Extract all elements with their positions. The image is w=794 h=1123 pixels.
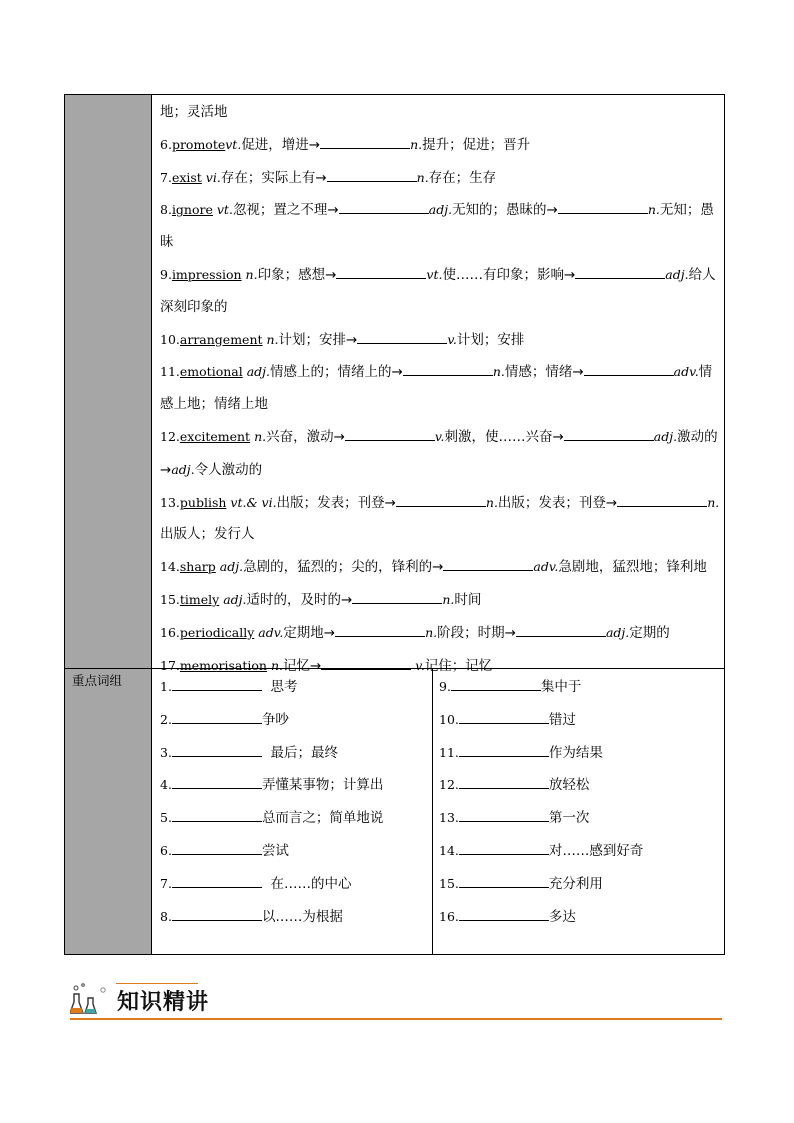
part-of-speech: adj. [605,624,630,640]
definition-text: 计划；安排 [456,331,525,348]
phrase-number: 12. [439,777,459,793]
part-of-speech: n. [266,657,283,673]
vocab-number: 7. [160,169,172,185]
vocab-continuation: 地；灵活地 [160,104,228,120]
phrase-number: 5. [160,810,172,826]
vocab-number: 15. [160,591,180,607]
definition-text: 计划；安排→ [278,331,358,348]
definition-text: 存在；生存 [428,169,497,186]
vocab-item [160,129,722,162]
phrase-number: 3. [160,744,172,760]
phrase-meaning: 多达 [548,908,576,925]
part-of-speech: adj. [215,559,244,575]
part-of-speech: n. [425,624,438,640]
vocab-headword: publish [179,494,227,510]
definition-text: 给人深刻印象的 [160,266,716,315]
answer-blank[interactable] [443,556,533,571]
flask-icon [70,982,110,1016]
definition-text: 忽视；置之不理→ [232,202,339,219]
answer-blank[interactable] [172,906,262,921]
phrase-item [160,901,428,934]
answer-blank[interactable] [352,589,442,604]
part-of-speech: n. [416,169,429,185]
phrase-number: 10. [439,711,459,727]
definition-text: 急剧地，猛烈地；锋利地 [558,559,707,576]
answer-blank[interactable] [339,199,429,214]
phrase-item [439,704,719,737]
answer-blank[interactable] [459,807,549,822]
phrase-number: 8. [160,908,172,924]
vocab-headword: promote [171,136,226,152]
answer-blank[interactable] [459,709,549,724]
phrase-number: 4. [160,777,172,793]
phrase-item [439,868,719,901]
phrase-number: 9. [439,679,451,694]
definition-text: 令人激动的 [194,461,263,478]
definition-text: 适时的，及时的→ [246,591,353,608]
vocab-headword: ignore [171,202,213,218]
definition-text: 急剧的，猛烈的；尖的，锋利的→ [243,559,444,576]
phrase-number: 6. [160,842,172,858]
vocab-item [160,551,722,584]
vocab-headword: arrangement [179,331,263,347]
phrase-number: 16. [439,908,459,924]
definition-text: 无知；愚昧 [160,202,714,251]
phrase-meaning: 总而言之；简单地说 [261,810,384,827]
phrase-meaning: 充分利用 [548,875,603,892]
definition-text: 记住；记忆 [424,657,493,674]
vocab-item [160,487,722,552]
answer-blank[interactable] [172,840,262,855]
phrase-meaning: 第一次 [548,810,590,827]
part-of-speech: adv. [673,364,699,380]
answer-blank[interactable] [459,774,549,789]
phrase-meaning: 争吵 [261,711,289,728]
definition-text: 存在；实际上有→ [220,169,327,186]
answer-blank[interactable] [564,426,654,441]
part-of-speech: adj. [653,428,678,444]
definition-text: 情感；情绪→ [504,364,584,381]
part-of-speech: adj. [242,364,270,380]
answer-blank[interactable] [584,361,674,376]
vocab-number: 17. [160,657,180,673]
answer-blank[interactable] [516,622,606,637]
definition-text: 记忆→ [282,657,322,674]
vocab-number: 8. [160,202,172,218]
part-of-speech: n. [707,494,720,510]
phrase-item [160,704,428,737]
phrase-item [439,671,719,704]
table-label-column [65,95,152,954]
phrase-meaning: 对……感到好奇 [548,842,644,859]
vocab-item [160,259,722,324]
vocab-headword: excitement [179,428,251,444]
phrase-item [439,802,719,835]
phrase-item [160,802,428,835]
vocab-number: 10. [160,331,180,347]
definition-text: 刺激，使……兴奋→ [444,428,564,445]
phrase-item [160,835,428,868]
phrase-meaning: 放轻松 [548,777,590,794]
part-of-speech: n. [262,331,279,347]
answer-blank[interactable] [575,264,665,279]
definition-text: 情感上的；情绪上的→ [270,364,403,381]
answer-blank[interactable] [320,134,410,149]
vocab-item [160,584,722,617]
vocab-list [160,97,722,682]
vocab-number: 14. [160,559,180,575]
definition-text: 兴奋，激动→ [266,428,345,445]
vocab-item [160,194,722,259]
answer-blank[interactable] [345,426,435,441]
phrase-meaning: 错过 [548,711,576,728]
definition-text: 印象；感想→ [257,266,337,283]
banner-title: 知识精讲 [117,990,210,1015]
definition-text: 出版人；发行人 [160,526,255,543]
part-of-speech: adv. [254,624,284,640]
phrase-item [439,835,719,868]
vocab-number: 13. [160,494,180,510]
vocab-item [160,97,722,129]
answer-blank[interactable] [327,167,417,182]
banner-accent-line [116,983,198,984]
vocab-item [160,617,722,650]
phrase-meaning: 集中于 [540,679,582,695]
phrase-meaning: 思考 [261,679,298,695]
part-of-speech: n. [485,494,498,510]
answer-blank[interactable] [403,361,493,376]
answer-blank[interactable] [459,906,549,921]
definition-text: 促进，增进→ [241,136,321,153]
phrase-number: 14. [439,842,459,858]
phrase-item [160,737,428,770]
vocab-headword: sharp [179,559,216,575]
phrase-number: 15. [439,875,459,891]
part-of-speech: vi. [201,169,221,185]
part-of-speech: n. [410,136,423,152]
phrase-item [160,769,428,802]
section-banner [70,978,722,1022]
part-of-speech: vt. [225,136,242,152]
vocab-headword: timely [179,591,220,607]
definition-text: 无知的；愚昧的→ [452,202,558,219]
phrase-meaning: 作为结果 [548,744,603,761]
answer-blank[interactable] [459,873,549,888]
phrase-number: 13. [439,810,459,826]
vocab-item [160,421,722,487]
phrase-item [160,868,428,901]
definition-text: 使……有印象；影响→ [442,266,576,283]
vocab-headword: memorisation [179,657,267,673]
part-of-speech: adj. [665,266,689,282]
answer-blank[interactable] [459,840,549,855]
phrase-list-left [160,671,428,933]
part-of-speech: adj. [219,591,247,607]
answer-blank[interactable] [451,676,541,691]
part-of-speech: adj. [428,202,453,218]
part-of-speech: vt. [212,202,233,218]
vocab-item [160,324,722,357]
part-of-speech: vt.& vi. [226,494,277,510]
phrase-list-right [439,671,719,933]
answer-blank[interactable] [336,264,426,279]
answer-blank[interactable] [357,329,447,344]
definition-text: 提升；促进；晋升 [422,136,531,153]
vocab-number: 12. [160,428,180,444]
column-divider [432,668,433,954]
answer-blank[interactable] [172,873,262,888]
phrase-meaning: 弄懂某事物；计算出 [261,777,384,794]
section-label-key-phrases: 重点词组 [72,673,123,688]
definition-text: 激动的→ [160,428,718,478]
part-of-speech: n. [492,364,505,380]
phrase-meaning: 尝试 [261,842,289,859]
vocab-number: 11. [160,364,180,380]
definition-text: 定期的 [629,624,670,641]
phrase-meaning: 以……为根据 [261,908,343,925]
vocab-number: 9. [160,266,172,282]
part-of-speech: v. [411,657,425,673]
definition-text: 出版；发表；刊登→ [497,494,618,511]
part-of-speech: v. [434,428,445,444]
banner-underline [70,1018,722,1020]
definition-text: 时间 [454,591,482,608]
part-of-speech: adv. [533,559,559,575]
part-of-speech: n. [241,266,258,282]
answer-blank[interactable] [172,742,262,757]
part-of-speech: v. [447,331,457,347]
part-of-speech: vt. [426,266,443,282]
vocab-number: 6. [160,136,172,152]
vocab-item [160,162,722,195]
phrase-item [439,769,719,802]
vocab-headword: emotional [179,364,243,380]
answer-blank[interactable] [172,709,262,724]
answer-blank[interactable] [172,807,262,822]
answer-blank[interactable] [396,492,486,507]
phrase-item [439,901,719,934]
part-of-speech: adj. [171,461,195,477]
definition-text: 定期地→ [283,624,336,641]
phrase-number: 7. [160,875,172,891]
vocab-item [160,356,722,421]
vocab-table [64,94,725,955]
definition-text: 情感上地；情绪上地 [160,364,713,413]
phrase-number: 2. [160,711,172,727]
phrase-number: 11. [439,744,459,760]
definition-text: 出版；发表；刊登→ [276,494,396,511]
vocab-headword: impression [171,266,242,282]
definition-text: 阶段；时期→ [437,624,516,641]
answer-blank[interactable] [172,676,262,691]
part-of-speech: n. [442,591,455,607]
answer-blank[interactable] [459,742,549,757]
phrase-meaning: 在……的中心 [261,875,352,892]
phrase-item [160,671,428,704]
answer-blank[interactable] [172,774,262,789]
phrase-item [439,737,719,770]
vocab-number: 16. [160,624,180,640]
phrase-number: 1. [160,679,172,694]
part-of-speech: n. [647,202,660,218]
answer-blank[interactable] [617,492,707,507]
answer-blank[interactable] [321,655,411,670]
answer-blank[interactable] [335,622,425,637]
part-of-speech: n. [250,428,267,444]
phrase-meaning: 最后；最终 [261,744,339,761]
answer-blank[interactable] [558,199,648,214]
vocab-headword: exist [171,169,202,185]
vocab-headword: periodically [179,624,255,640]
